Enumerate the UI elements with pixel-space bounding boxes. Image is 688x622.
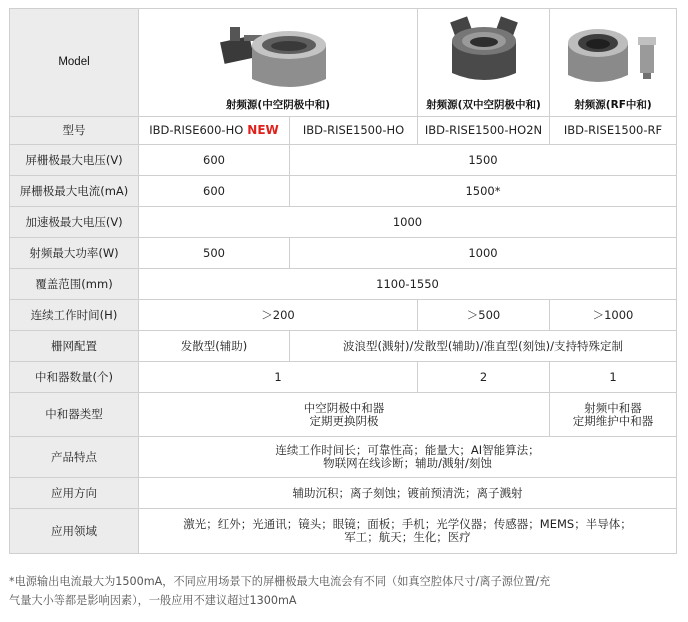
model-number: IBD-RISE600-HO: [149, 123, 244, 137]
cell-value: IBD-RISE1500-HO2N: [418, 117, 550, 145]
text-line: 连续工作时间长；可靠性高；能量大；AI智能算法；: [275, 443, 540, 457]
cell-value: ＞1000: [550, 300, 677, 331]
row-label: 产品特点: [10, 437, 139, 478]
footnote: [9, 572, 679, 610]
cell-value: 1100-1550: [139, 269, 677, 300]
row-screen-current: [10, 176, 677, 207]
row-coverage: [10, 269, 677, 300]
row-label: 型号: [10, 117, 139, 145]
cell-value: 1000: [290, 238, 677, 269]
row-neutralizer-type: [10, 393, 677, 437]
row-label: 屏栅极最大电压(V): [10, 145, 139, 176]
row-label: 射频最大功率(W): [10, 238, 139, 269]
product-cell-rf-neutralizer: [550, 9, 677, 117]
row-continuous-time: [10, 300, 677, 331]
footnote-line: *电源输出电流最大为1500mA，不同应用场景下的屏栅极最大电流会有不同（如真空腔体尺寸/离子源位置/充: [9, 575, 551, 588]
rf-neutralizer-ion-source-image: [558, 13, 668, 93]
cell-value: 600: [139, 145, 290, 176]
row-features: [10, 437, 677, 478]
text-line: 定期维护中和器: [572, 413, 654, 428]
cell-value: 500: [139, 238, 290, 269]
cell-value: 1500*: [290, 176, 677, 207]
row-label: 中和器类型: [10, 393, 139, 437]
text-line: 定期更换阴极: [309, 413, 379, 428]
text-line: 激光；红外；光通讯；镜头；眼镜；面板；手机；光学仪器；传感器；MEMS；半导体；: [183, 517, 632, 531]
row-label: 中和器数量(个): [10, 362, 139, 393]
cell-value: 辅助沉积；离子刻蚀；镀前预清洗；离子溅射: [139, 478, 677, 509]
row-accel-voltage: [10, 207, 677, 238]
cell-value: IBD-RISE1500-HO: [290, 117, 418, 145]
text-line: 军工；航天；生化；医疗: [344, 530, 471, 544]
product-name: 射频源(中空阴极中和): [225, 99, 331, 111]
header-row: [10, 9, 677, 117]
cell-value: IBD-RISE1500-RF: [550, 117, 677, 145]
product-name: 射频源(RF中和): [574, 99, 652, 111]
cell-value: 1500: [290, 145, 677, 176]
row-label: 栅网配置: [10, 331, 139, 362]
hollow-cathode-ion-source-image: [218, 13, 338, 93]
row-label: 加速极最大电压(V): [10, 207, 139, 238]
cell-value: 1000: [139, 207, 677, 238]
cell-value: [550, 393, 677, 437]
row-label: 应用领域: [10, 509, 139, 554]
footnote-line: 气量大小等都是影响因素），一般应用不建议超过1300mA: [9, 594, 297, 607]
cell-value: 波浪型(溅射)/发散型(辅助)/准直型(刻蚀)/支持特殊定制: [290, 331, 677, 362]
new-badge: NEW: [247, 123, 279, 137]
text-line: 中空阴极中和器: [303, 400, 385, 415]
row-application-direction: [10, 478, 677, 509]
row-neutralizer-count: [10, 362, 677, 393]
row-application-field: [10, 509, 677, 554]
row-label: 屏栅极最大电流(mA): [10, 176, 139, 207]
model-header-cell: Model: [10, 9, 139, 117]
cell-value: [139, 437, 677, 478]
product-cell-hollow-cathode: [139, 9, 418, 117]
cell-value: 1: [550, 362, 677, 393]
cell-value: ＞500: [418, 300, 550, 331]
text-line: 射频中和器: [584, 400, 642, 415]
dual-hollow-cathode-ion-source-image: [434, 13, 534, 93]
row-rf-power: [10, 238, 677, 269]
spec-table: [9, 8, 677, 554]
text-line: 物联网在线诊断；辅助/溅射/刻蚀: [323, 456, 492, 470]
product-cell-dual-hollow-cathode: [418, 9, 550, 117]
cell-value: 2: [418, 362, 550, 393]
row-label: 连续工作时间(H): [10, 300, 139, 331]
product-name: 射频源(双中空阴极中和): [426, 99, 541, 111]
row-label: 覆盖范围(mm): [10, 269, 139, 300]
row-label: 应用方向: [10, 478, 139, 509]
row-screen-voltage: [10, 145, 677, 176]
row-model: [10, 117, 677, 145]
cell-value: ＞200: [139, 300, 418, 331]
cell-value: [139, 117, 290, 145]
cell-value: 发散型(辅助): [139, 331, 290, 362]
row-grid-config: [10, 331, 677, 362]
cell-value: 1: [139, 362, 418, 393]
cell-value: [139, 509, 677, 554]
cell-value: [139, 393, 550, 437]
cell-value: 600: [139, 176, 290, 207]
